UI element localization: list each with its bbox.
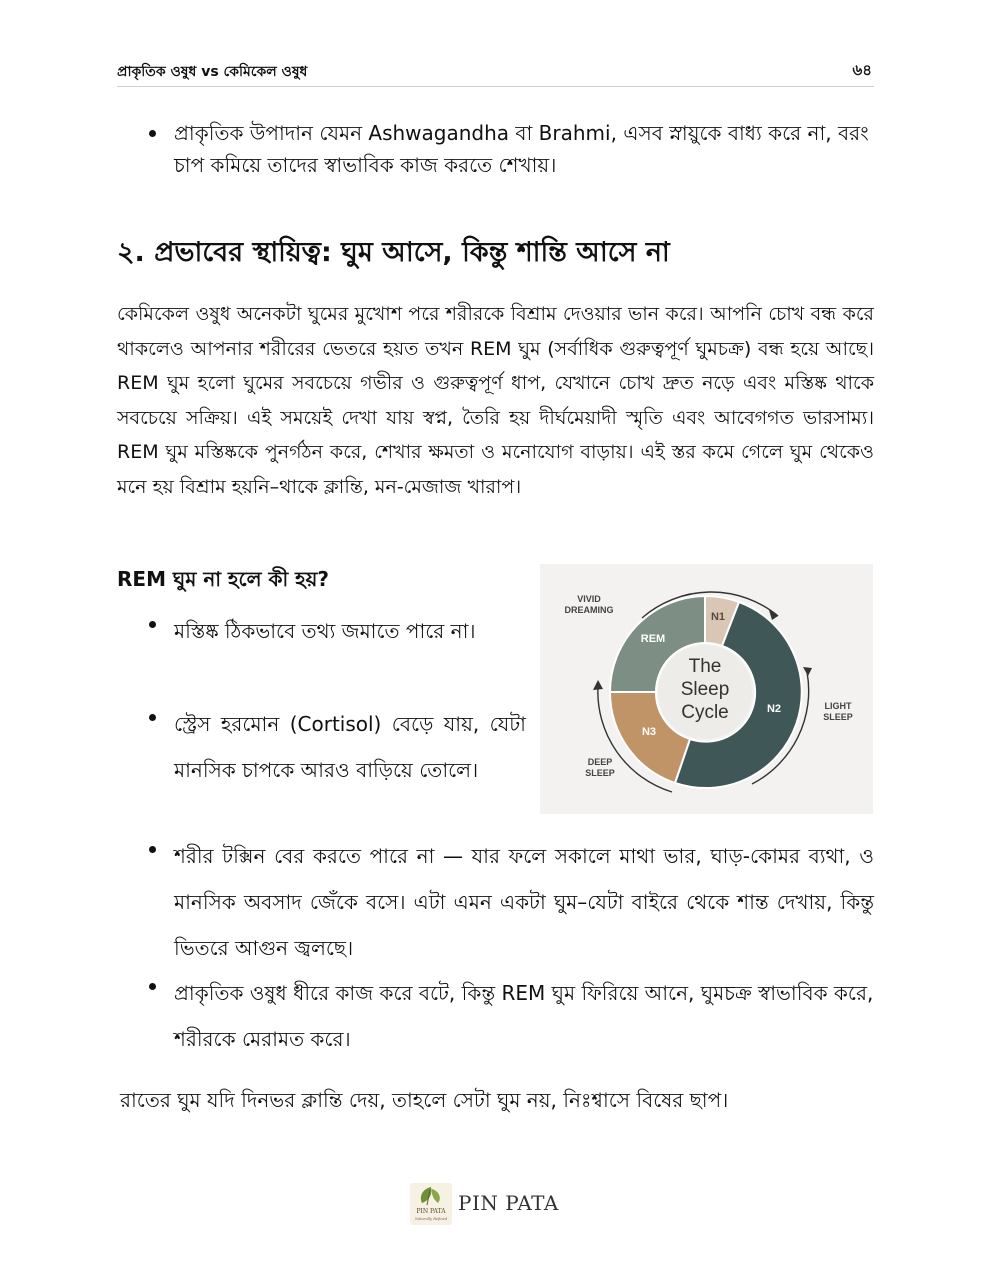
brand-name: PIN PATA [458,1191,559,1215]
body-paragraph: কেমিকেল ওষুধ অনেকটা ঘুমের মুখোশ পরে শরীরকে বিশ্রাম দেওয়ার ভান করে। আপনি চোখ বন্ধ করে থাকলেও আপনার শরীরের ভেতরে হয়ত তখন REM ঘুম (সর্বাধিক গুরুত্বপূর্ণ ঘুমচক্র) বন্ধ হয়ে আছে। REM ঘুম হলো ঘুমের সবচেয়ে গভীর ও গুরুত্বপূর্ণ ধাপ, যেখানে চোখ দ্রুত নড়ে এবং মস্তিষ্ক থাকে সবচেয়ে সক্রিয়। এই সময়েই দেখা যায় স্বপ্ন, তৈরি হয় দীর্ঘমেয়াদী স্মৃতি এবং আবেগগত ভারসাম্য। REM ঘুম মস্তিষ্ককে পুনর্গঠন করে, শেখার ক্ষমতা ও মনোযোগ বাড়ায়। এই স্তর কমে গেলে ঘুম থেকেও মনে হয় বিশ্রাম হয়নি–থাকে ক্লান্তি, মন-মেজাজ খারাপ। [117,303,874,498]
arrowhead-icon [593,680,603,690]
stage-label-rem: REM [640,633,666,645]
hub-title: The [688,656,722,677]
list-item: মস্তিষ্ক ঠিকভাবে তথ্য জমাতে পারে না। [174,608,526,654]
outer-label-deep: SLEEP [585,768,615,778]
intro-bullet: প্রাকৃতিক উপাদান যেমন Ashwagandha বা Brahmi, এসব স্নায়ুকে বাধ্য করে না, বরং চাপ কমিয়ে তাদের স্বাভাবিক কাজ করতে শেখায়। [174,117,874,181]
pin-pata-logo-icon [408,1181,454,1227]
section-heading: ২. প্রভাবের স্থায়িত্ব: ঘুম আসে, কিন্তু শান্তি আসে না [117,237,670,268]
outer-label-vivid: VIVID [577,594,601,604]
list-item: স্ট্রেস হরমোন (Cortisol) বেড়ে যায়, যেটা মানসিক চাপকে আরও বাড়িয়ে তোলে। [174,701,526,793]
list-item: প্রাকৃতিক ওষুধ ধীরে কাজ করে বটে, কিন্তু REM ঘুম ফিরিয়ে আনে, ঘুমচক্র স্বাভাবিক করে, শরীরকে মেরামত করে। [174,970,874,1062]
stage-label-n1: N1 [710,611,726,623]
subheading: REM ঘুম না হলে কী হয়? [117,567,330,591]
running-title: প্রাকৃতিক ওষুধ vs কেমিকেল ওষুধ [117,64,308,80]
sleep-cycle-figure [540,564,873,814]
sleep-cycle-diagram [540,564,873,814]
hub-title: Cycle [681,702,729,723]
outer-label-light: SLEEP [823,712,853,722]
footer-brand [408,1181,588,1227]
stage-label-n3: N3 [641,726,657,738]
outer-label-vivid: DREAMING [564,605,614,615]
list-item: শরীর টক্সিন বের করতে পারে না — যার ফলে সকালে মাথা ভার, ঘাড়-কোমর ব্যথা, ও মানসিক অবসাদ জেঁকে বসে। এটা এমন একটা ঘুম–যেটা বাইরে থেকে শান্ত দেখায়, কিন্তু ভিতরে আগুন জ্বলছে। [174,833,874,971]
closing-line: রাতের ঘুম যদি দিনভর ক্লান্তি দেয়, তাহলে সেটা ঘুম নয়, নিঃশ্বাসে বিষের ছাপ। [120,1088,729,1112]
page-header [117,56,874,87]
logo-text: PIN PATA [416,1208,446,1215]
stage-label-n2: N2 [766,703,782,715]
logo-text: Naturally Refined [414,1217,448,1221]
outer-label-deep: DEEP [587,757,613,767]
arrowhead-icon [803,667,812,676]
hub-title: Sleep [680,679,730,700]
outer-label-light: LIGHT [824,701,852,711]
page-number: ৬৪ [852,61,872,79]
